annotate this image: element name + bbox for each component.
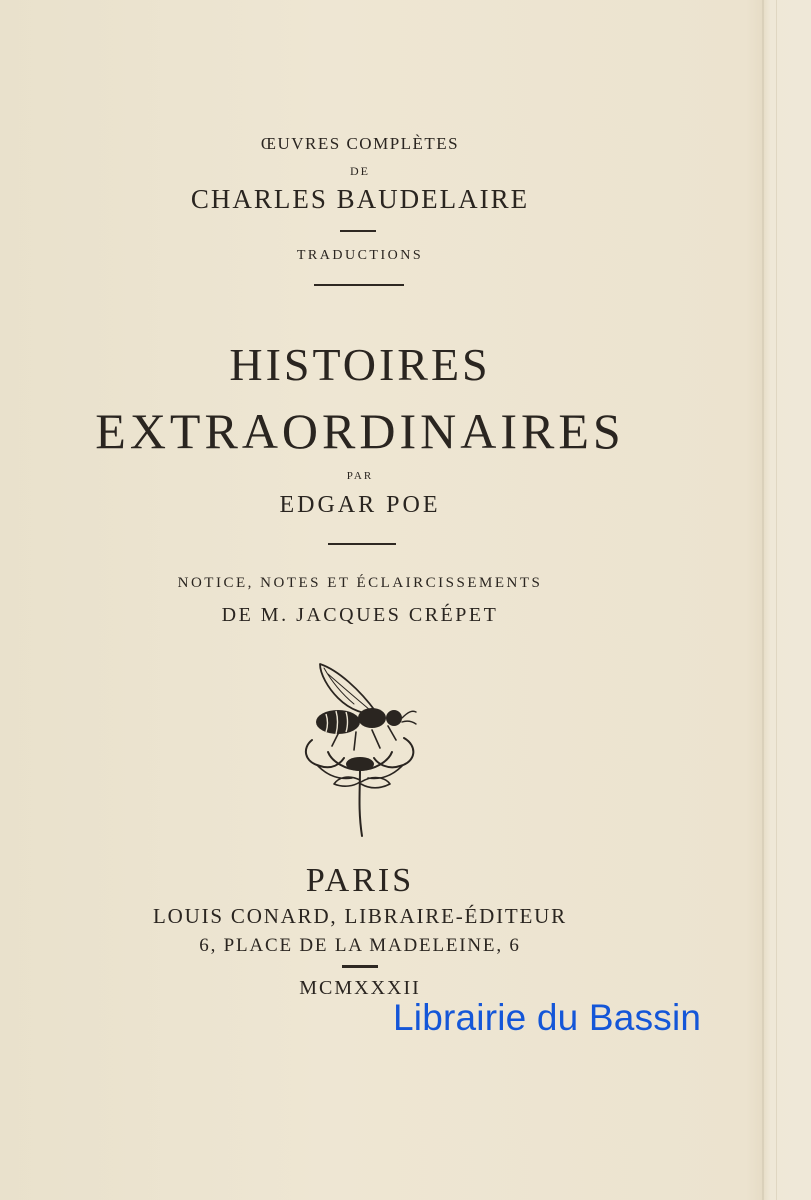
- notice-line: NOTICE, NOTES ET ÉCLAIRCISSEMENTS: [177, 575, 543, 591]
- series-title: ŒUVRES COMPLÈTES: [260, 134, 460, 153]
- bee-on-flower-emblem-icon: [298, 660, 422, 838]
- par-label: PAR: [346, 470, 374, 482]
- book-title-line-2: EXTRAORDINAIRES: [95, 403, 625, 459]
- author-name: CHARLES BAUDELAIRE: [190, 184, 530, 214]
- editor-line: DE M. JACQUES CRÉPET: [221, 604, 499, 626]
- publisher: LOUIS CONARD, LIBRAIRE-ÉDITEUR: [153, 904, 567, 928]
- page-edge-line: [776, 0, 777, 1200]
- year-rule: [342, 965, 378, 968]
- section-rule: [314, 284, 404, 286]
- publication-year: MCMXXXII: [299, 977, 421, 999]
- short-rule: [340, 230, 376, 232]
- bookseller-watermark: Librairie du Bassin: [393, 997, 702, 1038]
- section-label: TRADUCTIONS: [296, 248, 424, 263]
- publisher-address: 6, PLACE DE LA MADELEINE, 6: [199, 935, 521, 956]
- city: PARIS: [305, 862, 415, 899]
- original-author: EDGAR POE: [279, 492, 441, 518]
- series-de: DE: [350, 164, 370, 178]
- author-rule: [328, 543, 396, 545]
- book-title-line-1: HISTOIRES: [229, 339, 491, 390]
- page-edge-shadow: [762, 0, 764, 1200]
